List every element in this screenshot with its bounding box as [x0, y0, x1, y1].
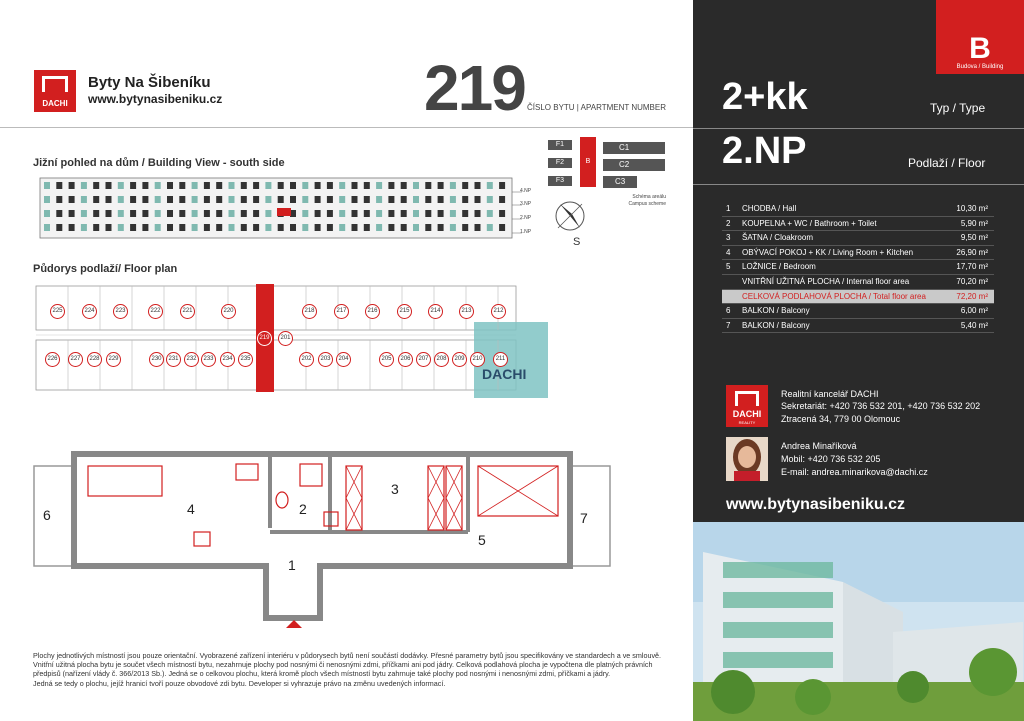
- block-c1: C1: [603, 142, 665, 154]
- unit-210[interactable]: 210: [470, 352, 485, 367]
- unit-208[interactable]: 208: [434, 352, 449, 367]
- unit-218[interactable]: 218: [302, 304, 317, 319]
- building-label: Budova / Building: [956, 64, 1004, 70]
- unit-224[interactable]: 224: [82, 304, 97, 319]
- note-line: Jedná se tedy o plochu, jejíž hranicí tvoří pouze obvodové zdi bytu. Developer si vyhrazuje právo na změnu uvedených informací.: [33, 678, 446, 688]
- agent-mobile[interactable]: Mobil: +420 736 532 205: [781, 454, 881, 464]
- apartment-highlight: [277, 208, 291, 216]
- unit-202[interactable]: 202: [299, 352, 314, 367]
- apartment-type: 2+kk: [722, 76, 808, 118]
- logo-text: DACHI: [42, 99, 68, 108]
- unit-205[interactable]: 205: [379, 352, 394, 367]
- building-render-image: [693, 522, 1024, 721]
- agency-phones[interactable]: Sekretariát: +420 736 532 201, +420 736 532 202: [781, 401, 981, 411]
- unit-207[interactable]: 207: [416, 352, 431, 367]
- compass-icon: [552, 196, 592, 246]
- block-f3: F3: [548, 176, 572, 186]
- website-link[interactable]: www.bytynasibeniku.cz: [726, 496, 906, 513]
- brand-name: Byty Na Šibeníku: [88, 74, 211, 91]
- building-badge: [936, 0, 1024, 74]
- apartment-number-label: ČÍSLO BYTU | APARTMENT NUMBER: [527, 103, 666, 112]
- agency-logo-text: DACHI: [732, 409, 762, 419]
- building-view-title: Jižní pohled na dům / Building View - south side: [33, 157, 285, 169]
- unit-220[interactable]: 220: [221, 304, 236, 319]
- note-line: Vnitřní užitná plocha bytu je součet všech místností bytu, nezahrnuje plochy pod nosnými či nenosnými zdmi, příčkami ani pod jádry. Celková podlahová plocha je vypočtena dle platných právních: [33, 660, 653, 670]
- unit-234[interactable]: 234: [220, 352, 235, 367]
- unit-212[interactable]: 212: [491, 304, 506, 319]
- balcony-row: 6 BALKON / Balcony 6,00 m²: [722, 304, 994, 319]
- header-divider: [0, 127, 693, 128]
- floor-label-3: 3.NP: [520, 201, 532, 207]
- unit-222[interactable]: 222: [148, 304, 163, 319]
- unit-213[interactable]: 213: [459, 304, 474, 319]
- campus-scheme-label-en: Campus scheme: [628, 201, 666, 207]
- unit-228[interactable]: 228: [87, 352, 102, 367]
- room-number-5: 5: [478, 532, 486, 548]
- agent-photo: [726, 437, 768, 481]
- room-row: 3 ŠATNA / Cloakroom 9,50 m²: [722, 231, 994, 246]
- compass-south-label: S: [573, 236, 581, 248]
- room-number-7: 7: [580, 510, 588, 526]
- dachi-logo: [34, 70, 76, 112]
- apartment-plan: [30, 448, 620, 628]
- building-letter: B: [969, 32, 991, 65]
- room-number-6: 6: [43, 507, 51, 523]
- unit-201[interactable]: 201: [278, 331, 293, 346]
- unit-209[interactable]: 209: [452, 352, 467, 367]
- total-area-row: CELKOVÁ PODLAHOVÁ PLOCHA / Total floor area 72,20 m²: [722, 290, 994, 305]
- internal-area-row: VNITŘNÍ UŽITNÁ PLOCHA / Internal floor area 70,20 m²: [722, 275, 994, 290]
- agency-address: Ztracená 34, 779 00 Olomouc: [781, 414, 901, 424]
- unit-214[interactable]: 214: [428, 304, 443, 319]
- block-f2: F2: [548, 158, 572, 168]
- room-row: 5 LOŽNICE / Bedroom 17,70 m²: [722, 260, 994, 275]
- building-elevation: [22, 170, 542, 246]
- block-c3: C3: [603, 176, 637, 188]
- unit-225[interactable]: 225: [50, 304, 65, 319]
- note-line: Plochy jednotlivých místností jsou pouze orientační. Vyobrazené zařízení interiéru v půdorysech bytů není součástí dodávky. Přesné parametry bytů jsou specifikovány ve standardech a ve smlouvě.: [33, 651, 662, 660]
- unit-206[interactable]: 206: [398, 352, 413, 367]
- floor-label: Podlaží / Floor: [908, 156, 986, 170]
- brand-url[interactable]: www.bytynasibeniku.cz: [88, 92, 223, 106]
- room-row: 4 OBÝVACÍ POKOJ + KK / Living Room + Kitchen 26,90 m²: [722, 246, 994, 261]
- agency-name: Realitní kancelář DACHI: [781, 389, 879, 399]
- unit-230[interactable]: 230: [149, 352, 164, 367]
- apartment-number: 219: [424, 52, 525, 124]
- block-c2: C2: [603, 159, 665, 171]
- room-number-1: 1: [288, 557, 296, 573]
- room-area-table: [722, 202, 994, 333]
- unit-215[interactable]: 215: [397, 304, 412, 319]
- panel-divider: [693, 184, 1024, 185]
- unit-235[interactable]: 235: [238, 352, 253, 367]
- block-b: B: [580, 137, 596, 187]
- room-number-2: 2: [299, 501, 307, 517]
- unit-216[interactable]: 216: [365, 304, 380, 319]
- floor-plan-watermark: DACHI: [482, 366, 527, 382]
- block-f1: F1: [548, 140, 572, 150]
- apartment-type-label: Typ / Type: [930, 101, 986, 115]
- agent-name: Andrea Minaříková: [781, 441, 857, 451]
- unit-232[interactable]: 232: [184, 352, 199, 367]
- unit-203[interactable]: 203: [318, 352, 333, 367]
- panel-divider: [693, 128, 1024, 129]
- unit-229[interactable]: 229: [106, 352, 121, 367]
- unit-223[interactable]: 223: [113, 304, 128, 319]
- floor-value: 2.NP: [722, 130, 807, 172]
- note-line: předpisů (nařízení vlády č. 366/2013 Sb.). Jedná se o celkovou plochu, která kromě ploch všech místností bytu zahrnuje také plochy pod nosnými i nenosnými zdmi, příčkami a jádry.: [33, 669, 611, 679]
- unit-217[interactable]: 217: [334, 304, 349, 319]
- unit-221[interactable]: 221: [180, 304, 195, 319]
- floor-label-2: 2.NP: [520, 215, 532, 221]
- balcony-row: 7 BALKON / Balcony 5,40 m²: [722, 319, 994, 334]
- room-row: 2 KOUPELNA + WC / Bathroom + Toilet 5,90 m²: [722, 217, 994, 232]
- floor-label-4: 4.NP: [520, 188, 532, 194]
- disclaimer-notes: [33, 651, 673, 688]
- unit-233[interactable]: 233: [201, 352, 216, 367]
- unit-211[interactable]: 211: [493, 352, 508, 367]
- unit-204[interactable]: 204: [336, 352, 351, 367]
- unit-231[interactable]: 231: [166, 352, 181, 367]
- agency-logo-sub: REALITY: [738, 420, 756, 425]
- room-number-3: 3: [391, 481, 399, 497]
- room-number-4: 4: [187, 501, 195, 517]
- floor-label-1: 1.NP: [520, 229, 532, 235]
- agency-logo: [726, 385, 768, 427]
- unit-227[interactable]: 227: [68, 352, 83, 367]
- room-row: 1 CHODBA / Hall 10,30 m²: [722, 202, 994, 217]
- unit-219[interactable]: 219: [257, 331, 272, 346]
- floor-plan-title: Půdorys podlaží/ Floor plan: [33, 263, 178, 275]
- unit-226[interactable]: 226: [45, 352, 60, 367]
- campus-scheme-label: Schéma areálu: [632, 194, 666, 200]
- agent-email[interactable]: E-mail: andrea.minarikova@dachi.cz: [781, 467, 928, 477]
